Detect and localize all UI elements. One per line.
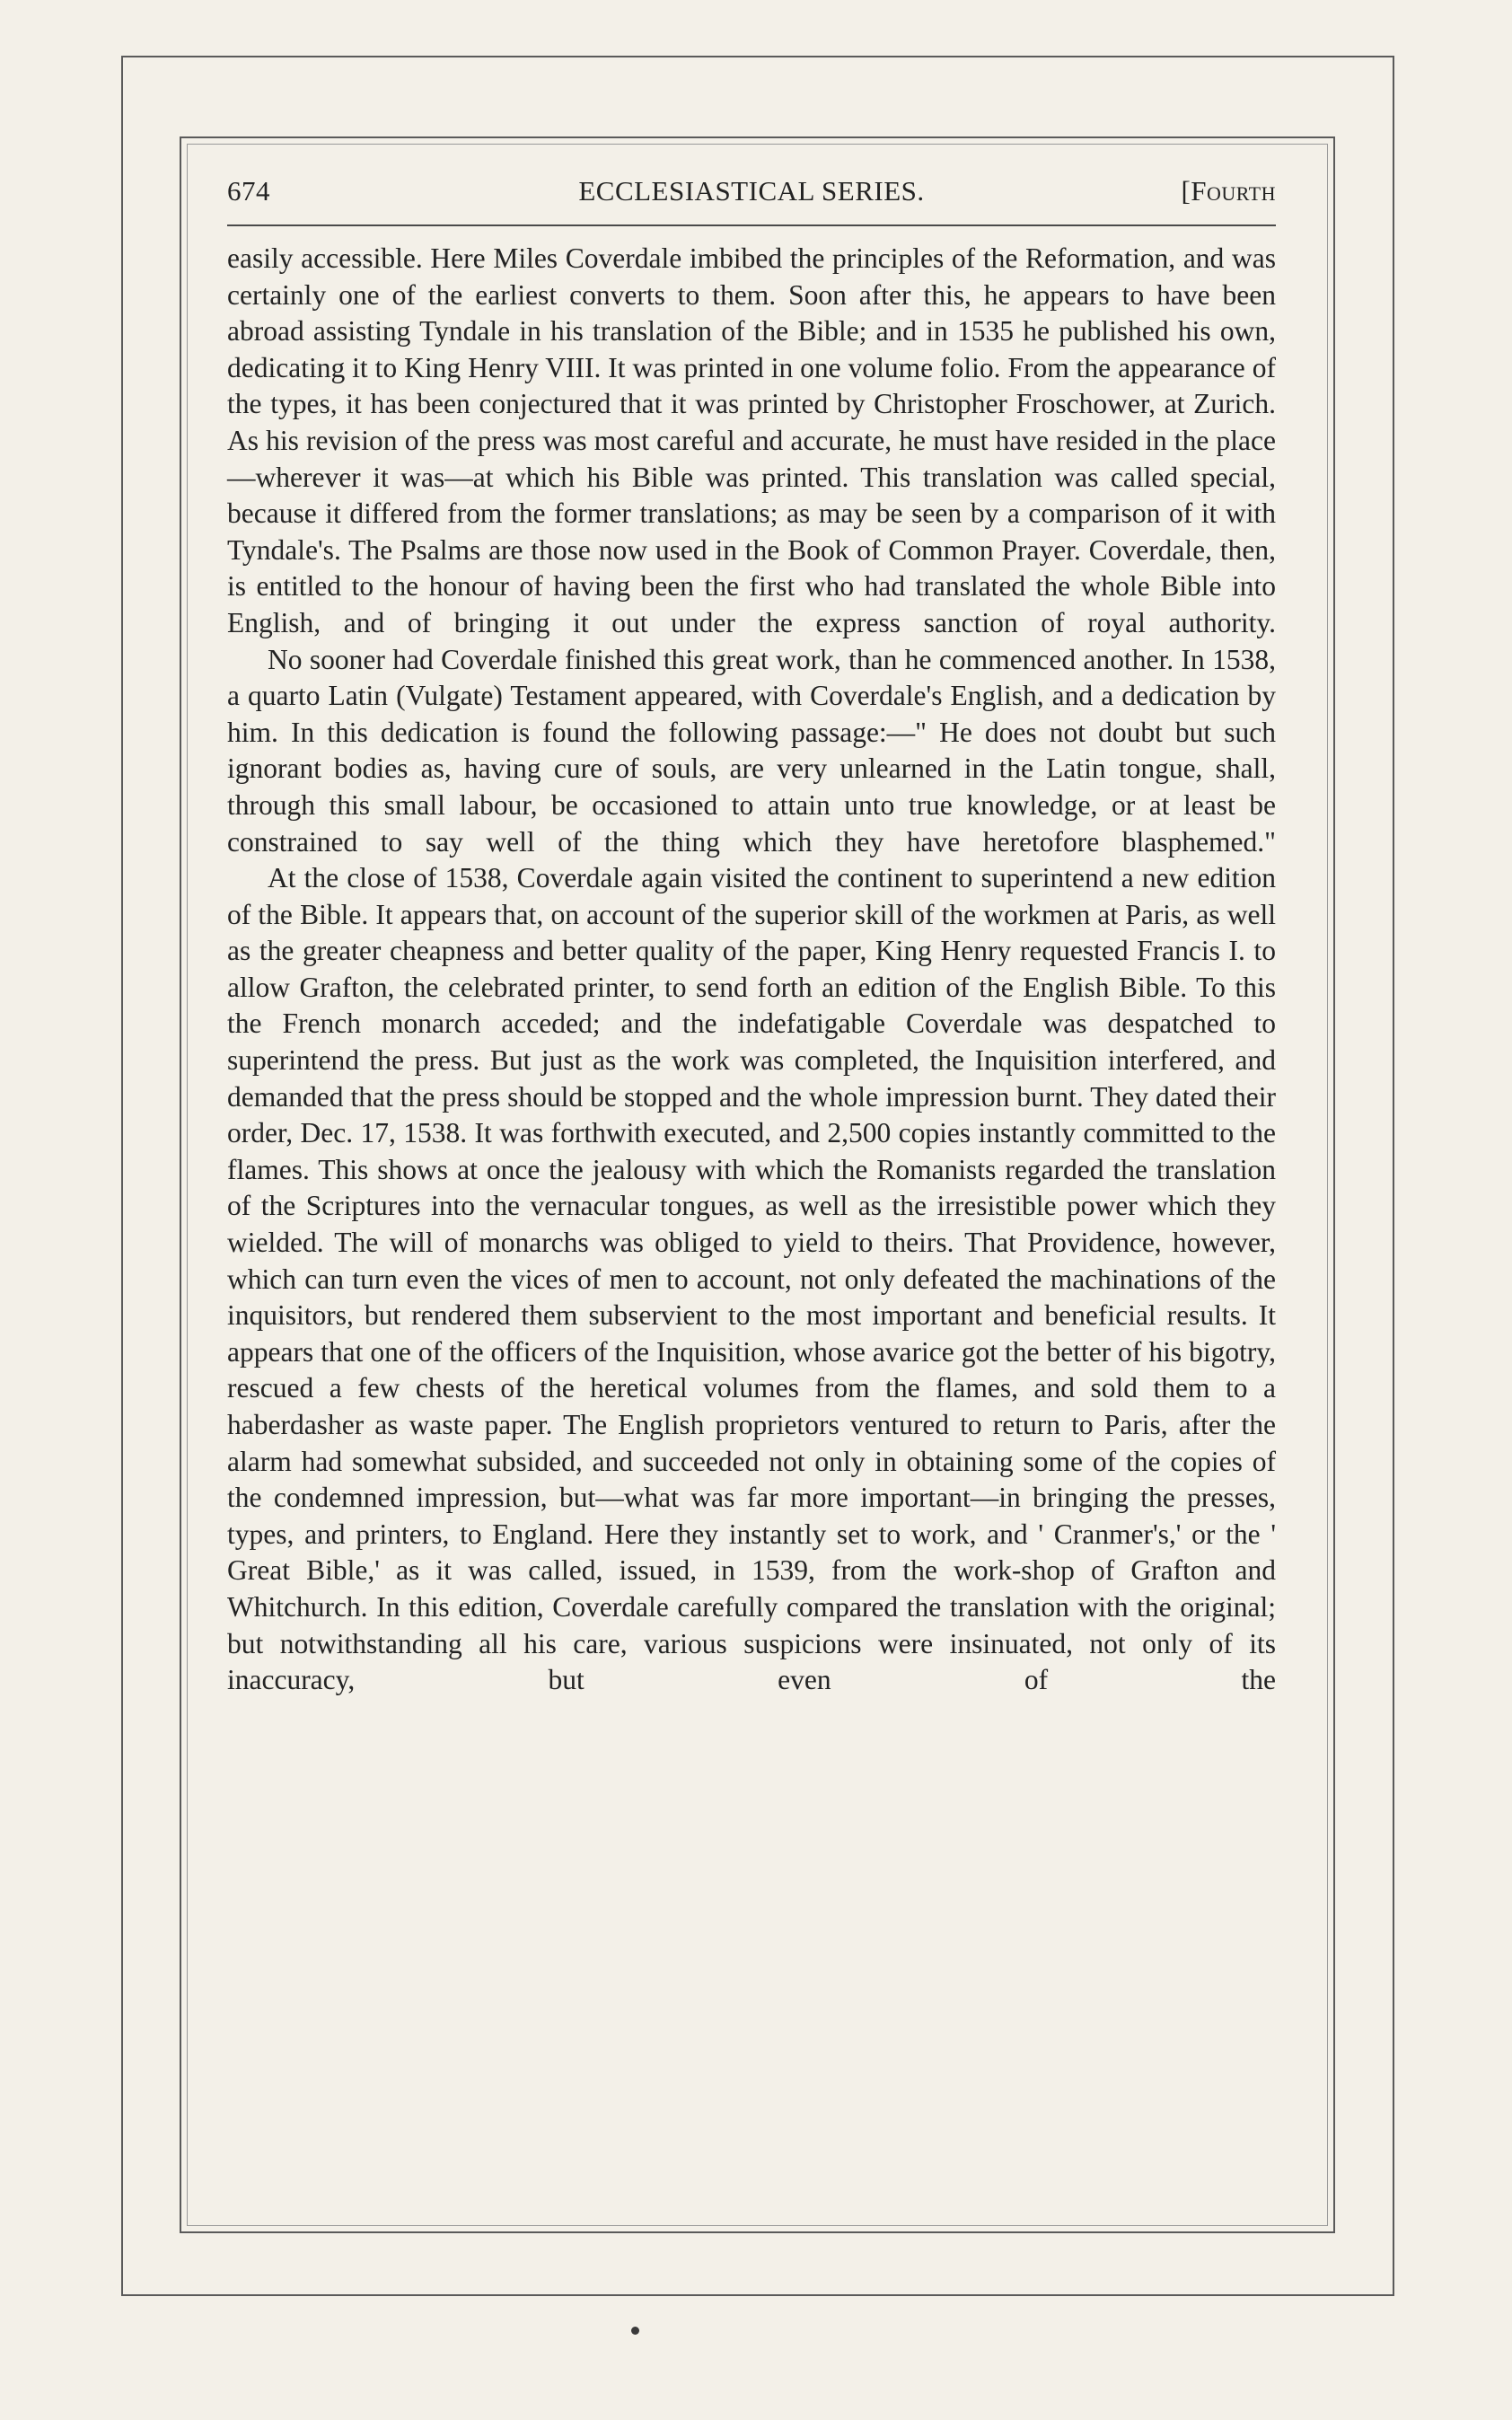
section-marker: [Fourth bbox=[1181, 175, 1276, 207]
footer-dot bbox=[631, 2327, 639, 2335]
body-text bbox=[227, 241, 1276, 1699]
paragraph: No sooner had Coverdale finished this great work, than he commenced another. In 1538, a quarto Latin (Vulgate) Testament appeared, with Coverdale's English, and a dedication by him. In this dedication is found the following passage:—" He does not doubt but such ignorant bodies as, having cure of souls, are very unlearned in the Latin tongue, shall, through this small labour, be occasioned to attain unto true knowledge, or at least be constrained to say well of the thing which they have heretofore blasphemed." bbox=[227, 643, 1276, 858]
page-number: 674 bbox=[227, 175, 270, 207]
running-title: ECCLESIASTICAL SERIES. bbox=[578, 175, 925, 207]
header-rule bbox=[227, 224, 1276, 226]
paragraph: At the close of 1538, Coverdale again visited the continent to superintend a new edition of the Bible. It appears that, on account of the superior skill of the workmen at Paris, as well as the greater cheapness and better quality of the paper, King Henry requested Francis I. to allow Grafton, the celebrated printer, to send forth an edition of the English Bible. To this the French monarch acceded; and the indefatigable Coverdale was despatched to superintend the press. But just as the work was completed, the Inquisition interfered, and demanded that the press should be stopped and the whole impression burnt. They dated their order, Dec. 17, 1538. It was forthwith executed, and 2,500 copies instantly committed to the flames. This shows at once the jealousy with which the Romanists regarded the translation of the Scriptures into the vernacular tongues, as well as the irresistible power which they wielded. The will of monarchs was obliged to yield to theirs. That Providence, however, which can turn even the vices of men to account, not only defeated the machinations of the inquisitors, but rendered them subservient to the most important and beneficial results. It appears that one of the officers of the Inquisition, whose avarice got the better of his bigotry, rescued a few chests of the heretical volumes from the flames, and sold them to a haberdasher as waste paper. The English proprietors ventured to return to Paris, after the alarm had somewhat subsided, and succeeded not only in obtaining some of the copies of the condemned impression, but—what was far more important—in bringing the presses, types, and printers, to England. Here they instantly set to work, and ' Cranmer's,' or the ' Great Bible,' as it was called, issued, in 1539, from the work-shop of Grafton and Whitchurch. In this edition, Coverdale carefully compared the translation with the original; but notwithstanding all his care, various suspicions were insinuated, not only of its inaccuracy, but even of the bbox=[227, 862, 1276, 1696]
running-head bbox=[227, 175, 1276, 218]
paragraph: easily accessible. Here Miles Coverdale imbibed the principles of the Reformation, and was certainly one of the earliest converts to them. Soon after this, he appears to have been abroad assisting Tyndale in his translation of the Bible; and in 1535 he published his own, dedicating it to King Henry VIII. It was printed in one volume folio. From the appearance of the types, it has been conjectured that it was printed by Christopher Froschower, at Zurich. As his revision of the press was most careful and accurate, he must have resided in the place —wherever it was—at which his Bible was printed. This translation was called special, because it differed from the former translations; as may be seen by a comparison of it with Tyndale's. The Psalms are those now used in the Book of Common Prayer. Coverdale, then, is entitled to the honour of having been the first who had translated the whole Bible into English, and of bringing it out under the express sanction of royal authority. bbox=[227, 242, 1276, 638]
